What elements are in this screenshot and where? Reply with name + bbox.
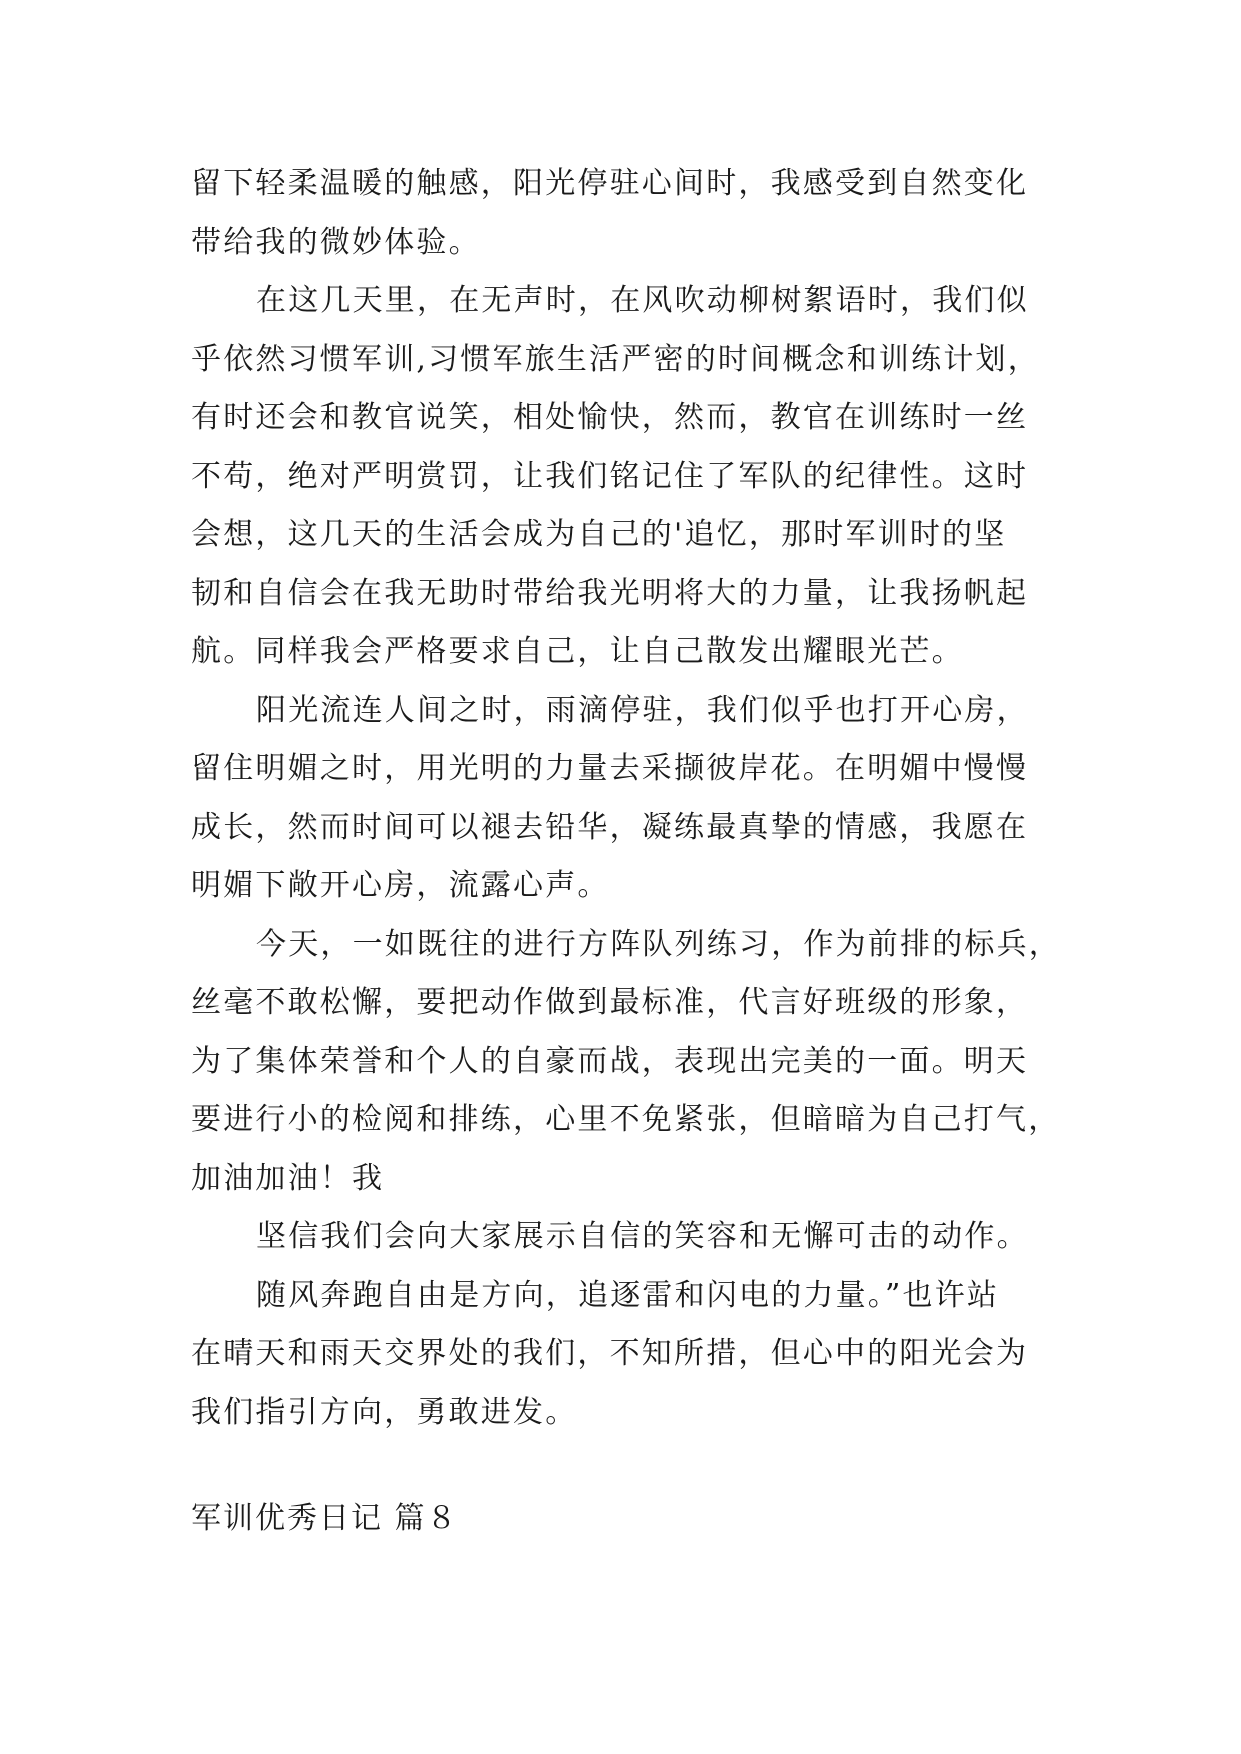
paragraph-start-line: 阳光流连人间之时，雨滴停驻，我们似乎也打开心房， [256,692,1029,728]
section-heading: 军训优秀日记 篇８ [191,1501,459,1536]
text-line: 韧和自信会在我无助时带给我光明将大的力量，让我扬帆起 [191,575,1029,611]
text-line: 航。同样我会严格要求自己，让自己散发出耀眼光芒。 [191,634,964,669]
text-line: 我们指引方向，勇敢进发。 [191,1394,578,1430]
document-body [191,155,1071,1442]
text-line: 会想，这几天的生活会成为自己的'追忆，那时军训时的坚 [191,517,1007,552]
paragraph-start-line: 随风奔跑自由是方向，追逐雷和闪电的力量。”也许站 [256,1277,1000,1313]
text-line: 成长，然而时间可以褪去铅华，凝练最真挚的情感，我愿在 [191,809,1029,845]
text-line: 留下轻柔温暖的触感，阳光停驻心间时，我感受到自然变化 [191,166,1029,201]
text-line: 明媚下敞开心房，流露心声。 [191,868,610,903]
text-line: 不苟，绝对严明赏罚，让我们铭记住了军队的纪律性。这时 [191,458,1029,494]
text-line: 带给我的微妙体验。 [191,224,481,260]
text-line: 为了集体荣誉和个人的自豪而战，表现出完美的一面。明天 [191,1043,1029,1079]
paragraph-start-line: 坚信我们会向大家展示自信的笑容和无懈可击的动作。 [256,1219,1029,1254]
text-line: 在晴天和雨天交界处的我们，不知所措，但心中的阳光会为 [191,1336,1029,1371]
text-line: 乎依然习惯军训,习惯军旅生活严密的时间概念和训练计划， [191,341,1040,377]
paragraph-start-line: 在这几天里，在无声时，在风吹动柳树絮语时，我们似 [256,283,1029,318]
text-line: 加油加油！我 [191,1160,385,1196]
text-line: 有时还会和教官说笑，相处愉快，然而，教官在训练时一丝 [191,400,1029,435]
text-line: 要进行小的检阅和排练，心里不免紧张，但暗暗为自己打气， [191,1102,1061,1137]
paragraph-start-line: 今天，一如既往的进行方阵队列练习，作为前排的标兵， [256,926,1061,962]
text-line: 丝毫不敢松懈，要把动作做到最标准，代言好班级的形象， [191,985,1029,1020]
text-line: 留住明媚之时，用光明的力量去采撷彼岸花。在明媚中慢慢 [191,751,1029,786]
